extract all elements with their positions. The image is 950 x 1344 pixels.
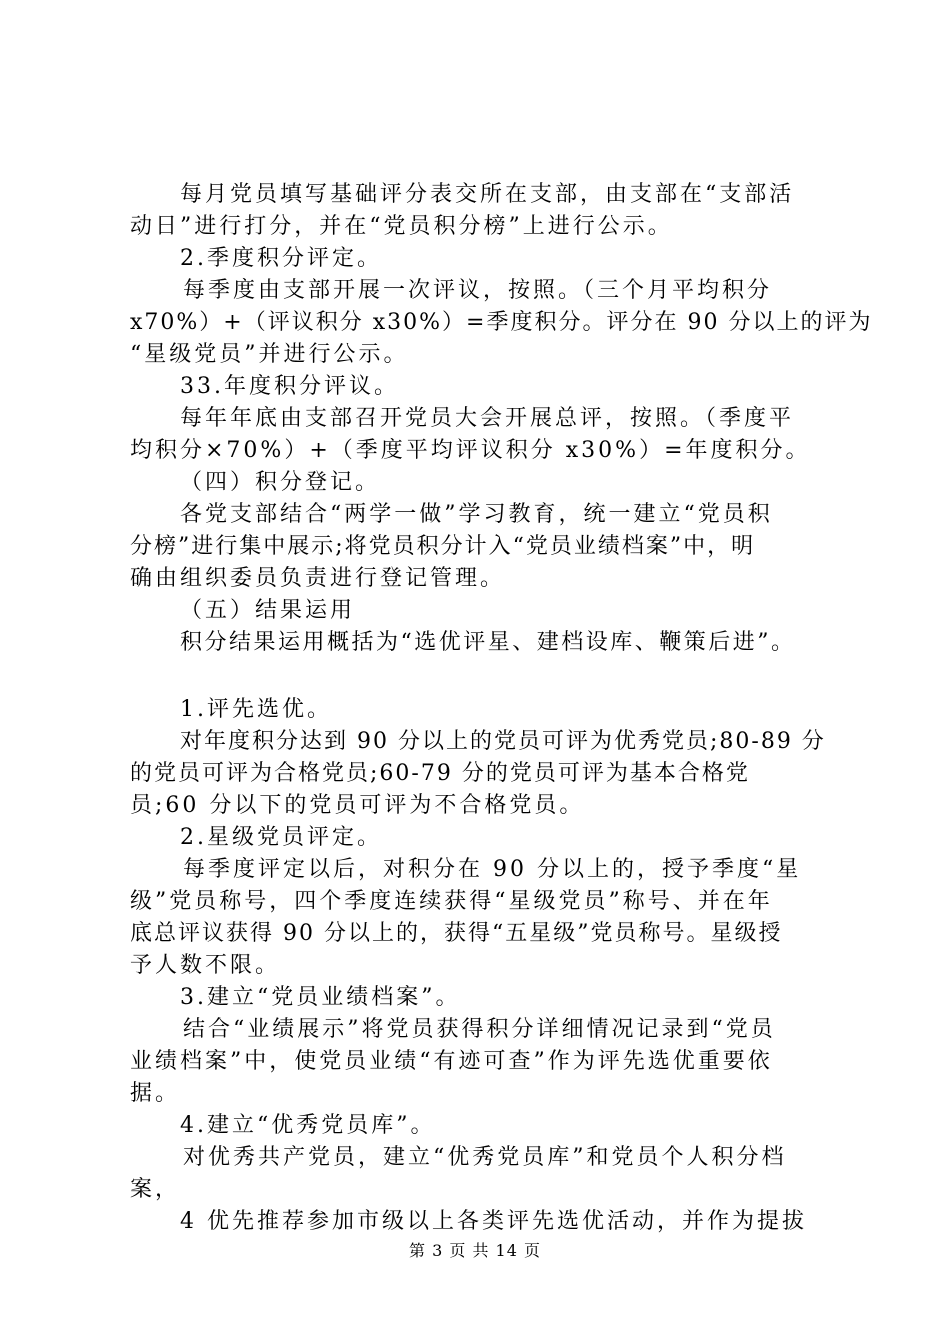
text-line: x70%）+（评议积分 x30%）=季度积分。评分在 90 分以上的评为 xyxy=(130,310,873,335)
text-line: 予人数不限。 xyxy=(130,953,281,978)
text-line: 案， xyxy=(130,1177,181,1202)
text-line: 的党员可评为合格党员;60-79 分的党员可评为基本合格党 xyxy=(130,761,750,786)
text-line: 动日”进行打分，并在“党员积分榜”上进行公示。 xyxy=(130,214,673,239)
text-line: 各党支部结合“两学一做”学习教育，统一建立“党员积 xyxy=(180,502,773,527)
text-line: 级”党员称号，四个季度连续获得“星级党员”称号、并在年 xyxy=(130,889,773,914)
text-line: 底总评议获得 90 分以上的，获得“五星级”党员称号。星级授 xyxy=(130,921,783,946)
text-line: 分榜”进行集中展示;将党员积分计入“党员业绩档案”中，明 xyxy=(130,534,756,559)
text-line: 对优秀共产党员，建立“优秀党员库”和党员个人积分档 xyxy=(183,1145,787,1170)
text-line: 每月党员填写基础评分表交所在支部，由支部在“支部活 xyxy=(180,182,795,207)
text-line: （五）结果运用 xyxy=(180,598,356,623)
text-line: 据。 xyxy=(130,1081,181,1106)
text-line: 每季度评定以后，对积分在 90 分以上的，授予季度“星 xyxy=(183,857,802,882)
text-line: 每年年底由支部召开党员大会开展总评，按照。（季度平 xyxy=(180,406,795,431)
text-line: 33.年度积分评议。 xyxy=(180,374,399,399)
text-line: 业绩档案”中，使党员业绩“有迹可查”作为评先选优重要依 xyxy=(130,1049,773,1074)
text-line: 对年度积分达到 90 分以上的党员可评为优秀党员;80-89 分 xyxy=(180,729,826,754)
text-line: “星级党员”并进行公示。 xyxy=(130,342,409,367)
text-line: 员;60 分以下的党员可评为不合格党员。 xyxy=(130,793,585,818)
text-line: 4.建立“优秀党员库”。 xyxy=(180,1113,436,1138)
text-line: 1.评先选优。 xyxy=(180,697,332,722)
page-number-footer: 第 3 页 共 14 页 xyxy=(409,1241,541,1260)
text-line: 结合“业绩展示”将党员获得积分详细情况记录到“党员 xyxy=(183,1017,776,1042)
text-line: 3.建立“党员业绩档案”。 xyxy=(180,985,461,1010)
text-line: 均积分×70%）+（季度平均评议积分 x30%）=年度积分。 xyxy=(130,438,811,463)
text-line: 积分结果运用概括为“选优评星、建档设库、鞭策后进”。 xyxy=(180,630,796,655)
text-line: 4 优先推荐参加市级以上各类评先选优活动，并作为提拔 xyxy=(180,1209,807,1234)
text-line: 确由组织委员负责进行登记管理。 xyxy=(130,566,506,591)
text-line: 2.季度积分评定。 xyxy=(180,246,382,271)
text-line: 每季度由支部开展一次评议，按照。（三个月平均积分 xyxy=(183,278,773,303)
text-line: （四）积分登记。 xyxy=(180,470,381,495)
text-line: 2.星级党员评定。 xyxy=(180,825,382,850)
